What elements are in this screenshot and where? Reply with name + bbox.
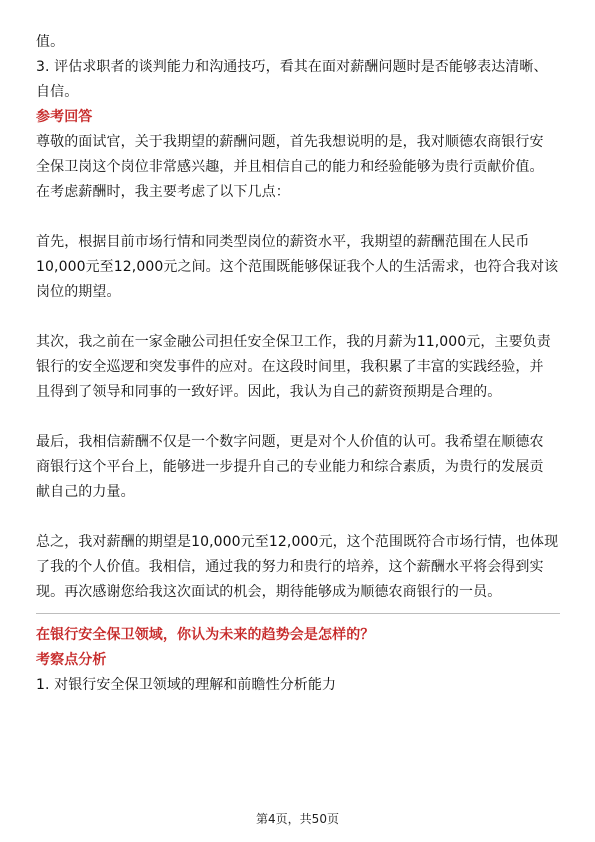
paragraph-line: 了我的个人价值。我相信，通过我的努力和贵行的培养，这个薪酬水平将会得到实: [36, 559, 544, 575]
continuation-line: 值。: [36, 34, 65, 50]
analysis-point-1: 1. 对银行安全保卫领域的理解和前瞻性分析能力: [36, 677, 337, 693]
paragraph-line: 商银行这个平台上，能够进一步提升自己的专业能力和综合素质，为贵行的发展贡: [36, 459, 544, 475]
paragraph-line: 且得到了领导和同事的一致好评。因此，我认为自己的薪资预期是合理的。: [36, 384, 502, 400]
paragraph-line: 10,000元至12,000元之间。这个范围既能够保证我个人的生活需求，也符合我对该: [36, 259, 559, 275]
paragraph-line: 现。再次感谢您给我这次面试的机会，期待能够成为顺德农商银行的一员。: [36, 584, 502, 600]
paragraph-line: 岗位的期望。: [36, 284, 121, 300]
answer-paragraph-5: [36, 530, 560, 605]
paragraph-line: 献自己的力量。: [36, 484, 135, 500]
section-divider: [36, 613, 560, 614]
eval-point-3-line-2: 自信。: [36, 84, 79, 100]
paragraph-line: 最后，我相信薪酬不仅是一个数字问题，更是对个人价值的认可。我希望在顺德农: [36, 434, 544, 450]
paragraph-line: 全保卫岗这个岗位非常感兴趣，并且相信自己的能力和经验能够为贵行贡献价值。: [36, 159, 544, 175]
analysis-heading: 考察点分析: [36, 652, 107, 668]
page-footer: 第4页，共50页: [256, 812, 339, 826]
answer-paragraph-3: [36, 330, 560, 405]
next-question-heading: 在银行安全保卫领域，你认为未来的趋势会是怎样的？: [36, 627, 375, 643]
answer-paragraph-1: [36, 130, 560, 205]
paragraph-line: 首先，根据目前市场行情和同类型岗位的薪资水平，我期望的薪酬范围在人民币: [36, 234, 530, 250]
answer-paragraph-4: [36, 430, 560, 505]
eval-point-3-line-1: 3. 评估求职者的谈判能力和沟通技巧，看其在面对薪酬问题时是否能够表达清晰、: [36, 59, 548, 75]
answer-paragraph-2: [36, 230, 560, 305]
paragraph-line: 总之，我对薪酬的期望是10,000元至12,000元，这个范围既符合市场行情，也体现: [36, 534, 559, 550]
reference-answer-heading: 参考回答: [36, 109, 93, 125]
document-page: [36, 30, 560, 698]
paragraph-line: 在考虑薪酬时，我主要考虑了以下几点：: [36, 184, 290, 200]
paragraph-line: 尊敬的面试官，关于我期望的薪酬问题，首先我想说明的是，我对顺德农商银行安: [36, 134, 544, 150]
paragraph-line: 银行的安全巡逻和突发事件的应对。在这段时间里，我积累了丰富的实践经验，并: [36, 359, 544, 375]
paragraph-line: 其次，我之前在一家金融公司担任安全保卫工作，我的月薪为11,000元，主要负责: [36, 334, 551, 350]
